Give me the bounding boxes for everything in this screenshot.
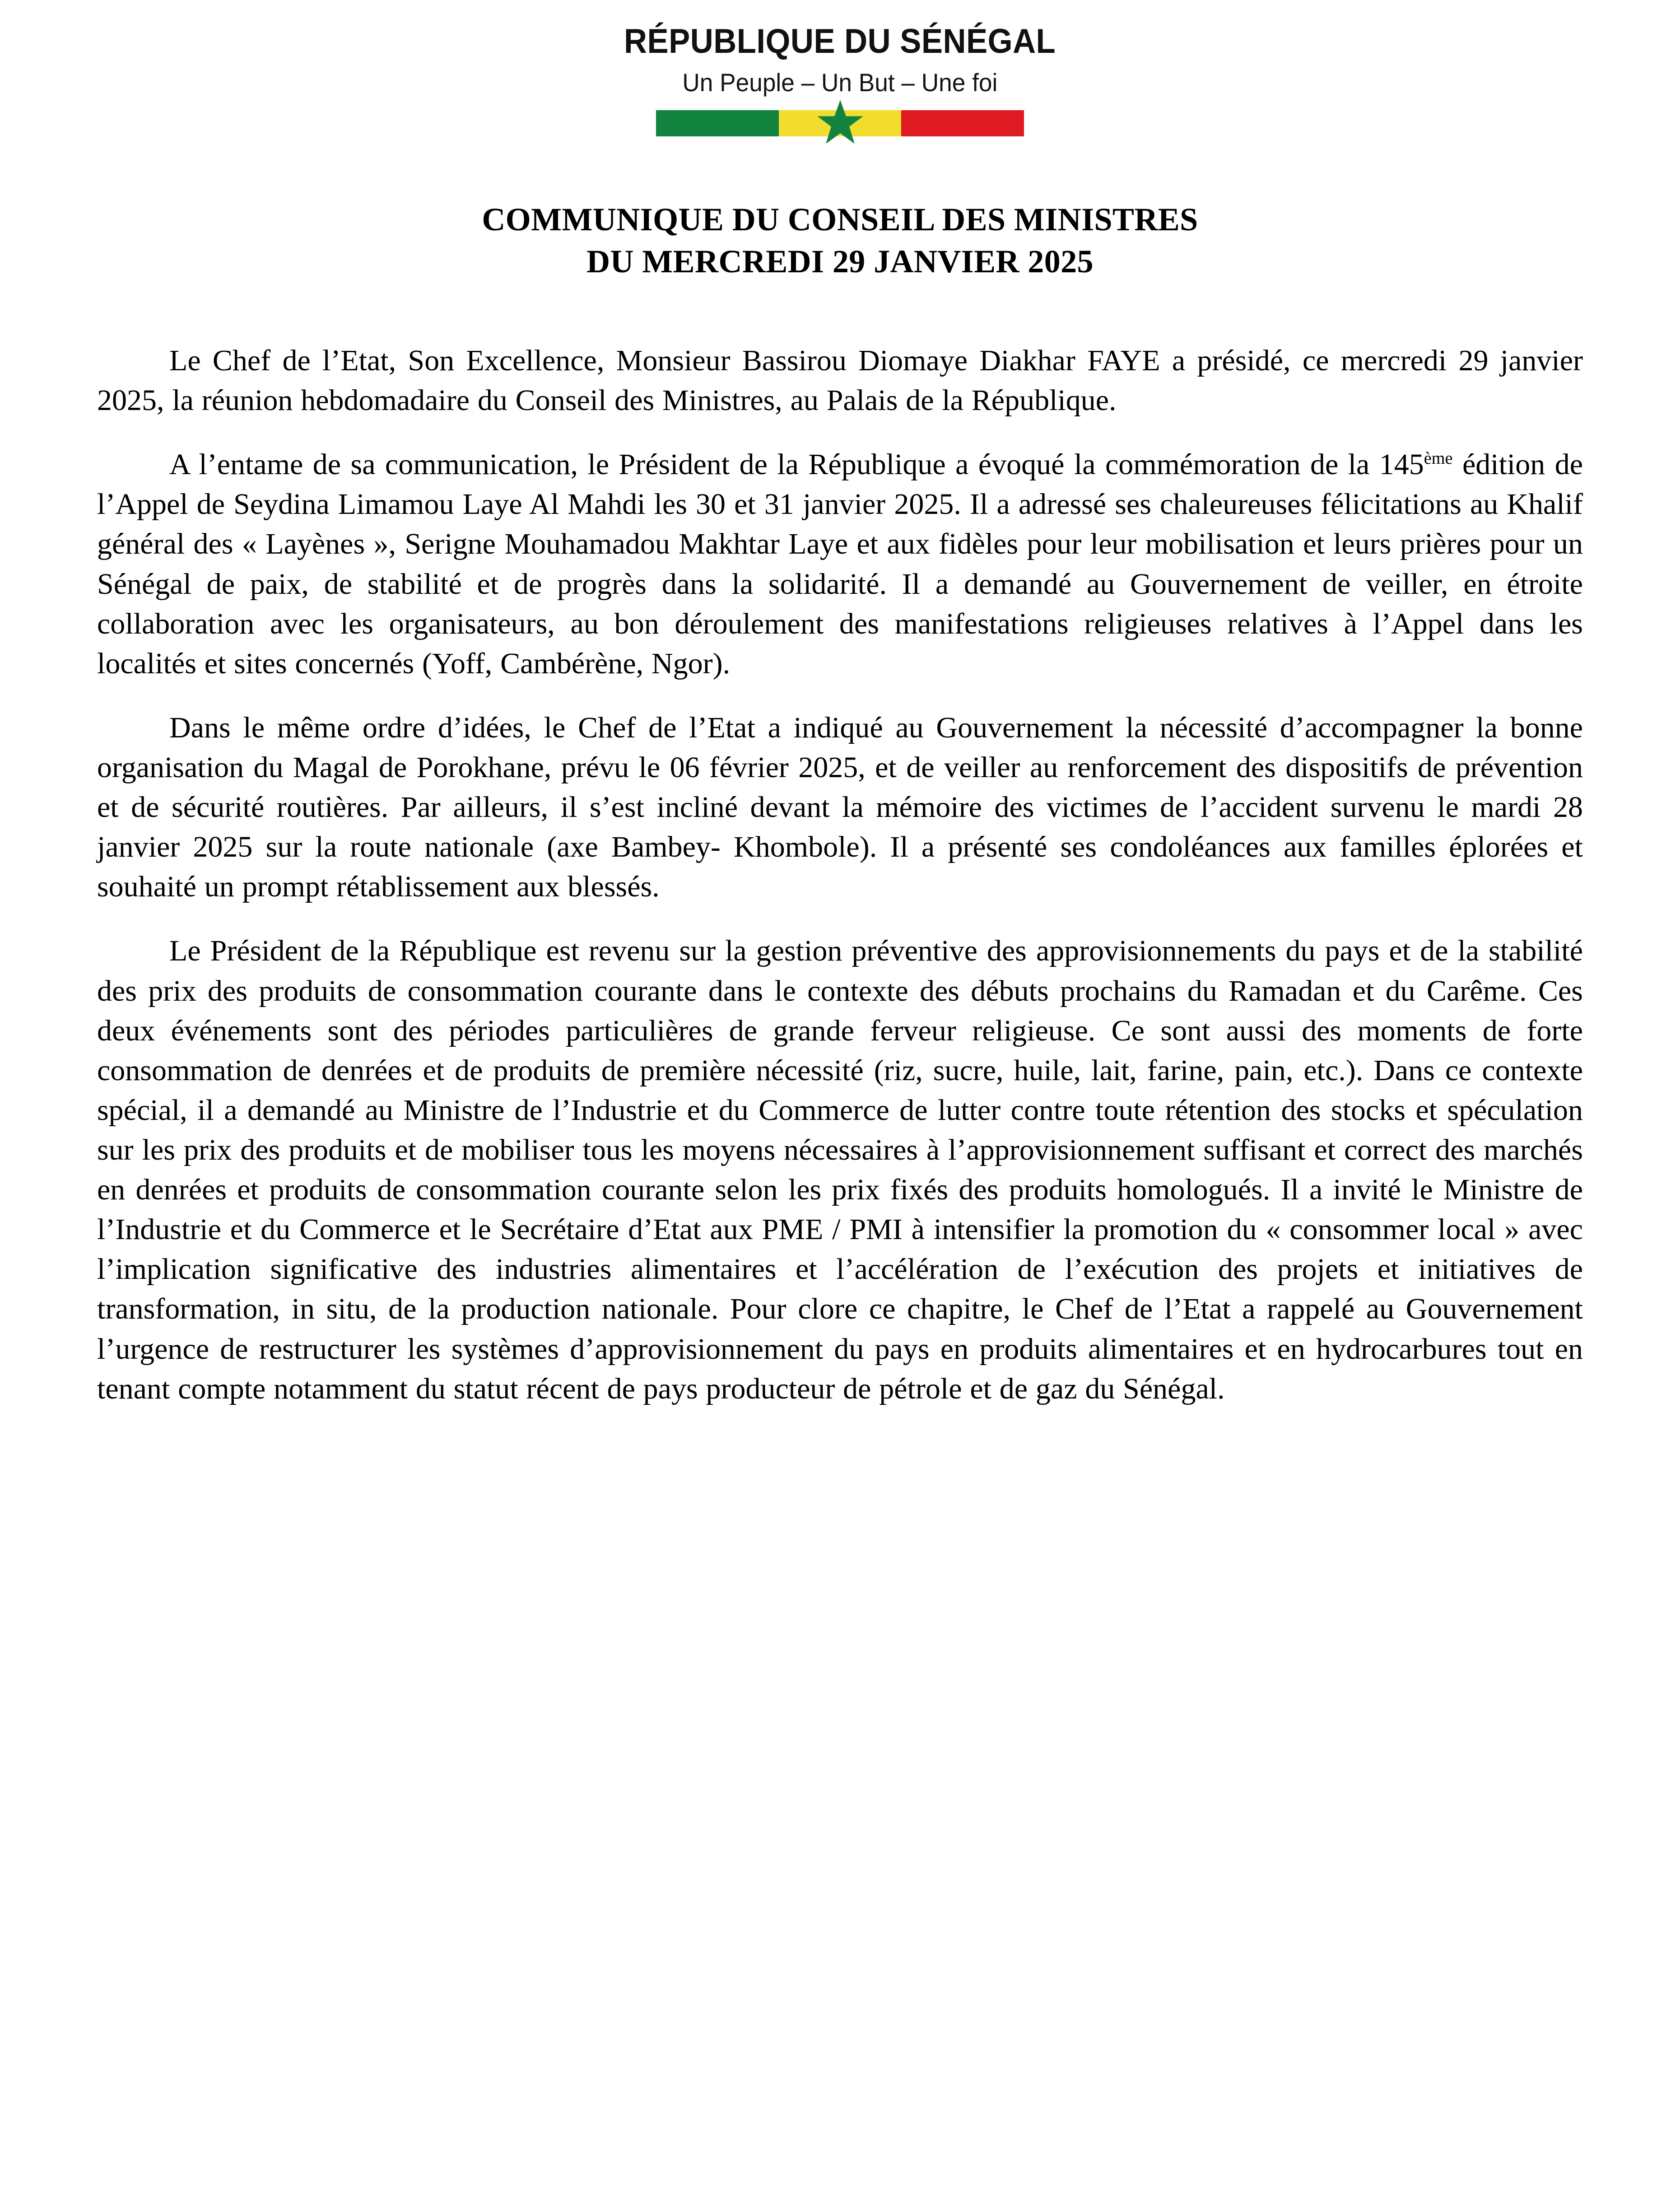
country-name: RÉPUBLIQUE DU SÉNÉGAL (624, 22, 1056, 61)
document-body (97, 341, 1583, 1409)
paragraph-2 (97, 445, 1583, 684)
ordinal-suffix: ème (1424, 449, 1453, 468)
page-title (97, 199, 1583, 283)
paragraph-2-part-1: A l’entame de sa communication, le Président de la République a évoqué la commémoration de la 145 (169, 448, 1424, 481)
title-line-1: COMMUNIQUE DU CONSEIL DES MINISTRES (482, 201, 1198, 238)
title-line-2: DU MERCREDI 29 JANVIER 2025 (586, 243, 1094, 280)
paragraph-1: Le Chef de l’Etat, Son Excellence, Monsieur Bassirou Diomaye Diakhar FAYE a présidé, ce mercredi 29 janvier 2025, la réunion hebdomadaire du Conseil des Ministres, au Palais de la République. (97, 344, 1583, 417)
masthead (97, 0, 1583, 136)
senegal-flag-emblem (656, 110, 1024, 136)
paragraph-2-part-2: édition de l’Appel de Seydina Limamou Laye Al Mahdi les 30 et 31 janvier 2025. Il a adressé ses chaleureuses félicitations au Khalif général des « Layènes », Serigne Mouhamadou Makhtar Laye et aux fidèles pour leur mobilisation et leurs prières pour un Sénégal de paix, de stabilité et de progrès dans la solidarité. Il a demandé au Gouvernement de veiller, en étroite collaboration avec les organisateurs, au bon déroulement des manifestations religieuses relatives à l’Appel dans les localités et sites concernés (Yoff, Cambérène, Ngor). (97, 448, 1583, 680)
flag-band-red (901, 110, 1024, 136)
flag-band-green (656, 110, 779, 136)
paragraph-4: Le Président de la République est revenu sur la gestion préventive des approvisionnements du pays et de la stabilité des prix des produits de consommation courante dans le contexte des débuts prochains du Ramadan et du Carême. Ces deux événements sont des périodes particulières de grande ferveur religieuse. Ce sont aussi des moments de forte consommation de denrées et de produits de première nécessité (riz, sucre, huile, lait, farine, pain, etc.). Dans ce contexte spécial, il a demandé au Ministre de l’Industrie et du Commerce de lutter contre toute rétention des stocks et spéculation sur les prix des produits et de mobiliser tous les moyens nécessaires à l’approvisionnement suffisant et correct des marchés en denrées et produits de consommation courante selon les prix fixés des produits homologués. Il a invité le Ministre de l’Industrie et du Commerce et le Secrétaire d’Etat aux PME / PMI à intensifier la promotion du « consommer local » avec l’implication significative des industries alimentaires et l’accélération de l’exécution des projets et initiatives de transformation, in situ, de la production nationale. Pour clore ce chapitre, le Chef de l’Etat a rappelé au Gouvernement l’urgence de restructurer les systèmes d’approvisionnement du pays en produits alimentaires et en hydrocarbures tout en tenant compte notamment du statut récent de pays producteur de pétrole et de gaz du Sénégal. (97, 934, 1583, 1405)
star-icon (816, 99, 865, 148)
national-motto: Un Peuple – Un But – Une foi (682, 68, 998, 97)
paragraph-3: Dans le même ordre d’idées, le Chef de l’Etat a indiqué au Gouvernement la nécessité d’accompagner la bonne organisation du Magal de Porokhane, prévu le 06 février 2025, et de veiller au renforcement des dispositifs de prévention et de sécurité routières. Par ailleurs, il s’est incliné devant la mémoire des victimes de l’accident survenu le mardi 28 janvier 2025 sur la route nationale (axe Bambey- Khombole). Il a présenté ses condoléances aux familles éplorées et souhaité un prompt rétablissement aux blessés. (97, 711, 1583, 904)
